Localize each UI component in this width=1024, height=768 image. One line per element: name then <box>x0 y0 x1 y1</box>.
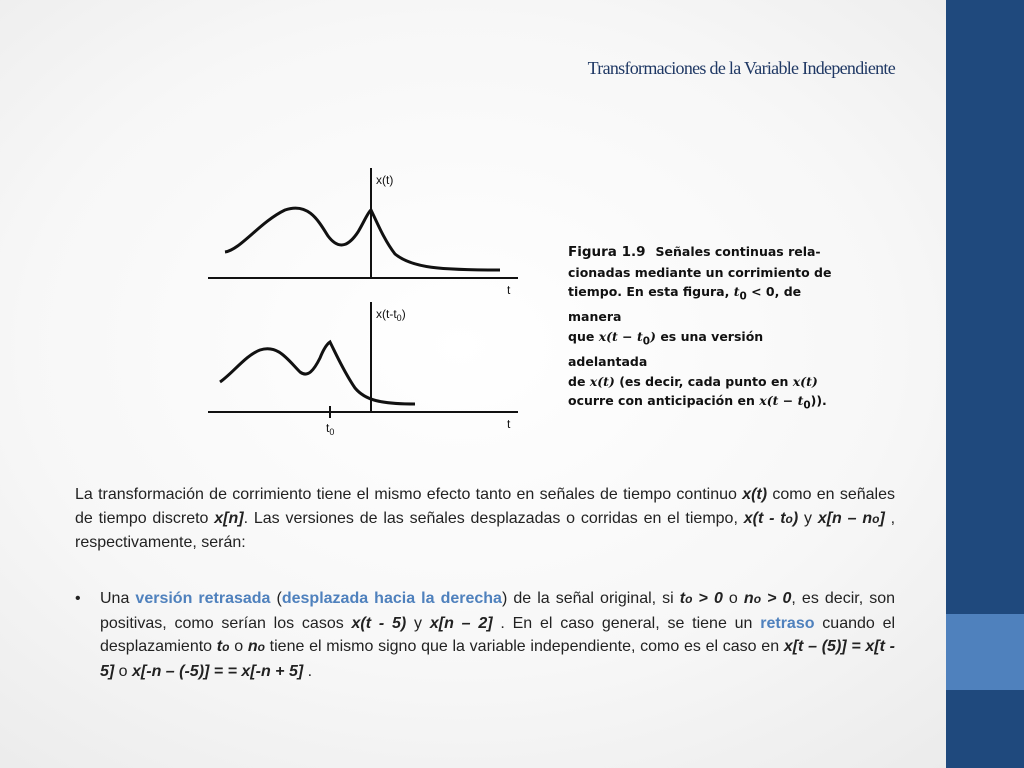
caption-text: − <box>778 393 798 409</box>
caption-line-3 <box>568 282 838 327</box>
sidebar-accent-block <box>946 614 1024 690</box>
highlight-retrasada: versión retrasada <box>135 590 271 607</box>
bottom-axis-t-label: t <box>507 417 511 431</box>
caption-line-5 <box>568 372 838 392</box>
bullet-text-span: o <box>229 638 248 655</box>
caption-text: tiempo. En esta figura, <box>568 284 734 300</box>
sidebar-decoration <box>946 0 1024 768</box>
para-text: como en señales de tiempo discreto <box>75 486 896 527</box>
caption-text: < 0, de manera <box>568 284 802 325</box>
bullet-text-span: cuando el desplazamiento <box>100 614 896 655</box>
bullet-marker: • <box>75 590 81 607</box>
caption-text: es una versión adelantada <box>568 328 764 369</box>
bullet-math: t <box>216 638 223 655</box>
bottom-signal-curve <box>220 342 415 404</box>
para-text: . Las versiones de las señales desplazadas o corridas en el tiempo, <box>243 509 744 527</box>
top-signal-label: x(t) <box>376 173 394 187</box>
caption-line-1: Señales continuas rela- <box>655 244 821 259</box>
caption-text: que <box>568 328 599 344</box>
highlight-derecha: desplazada hacia la derecha <box>281 590 502 607</box>
bullet-math: > 0 <box>692 590 723 607</box>
caption-line-2: cionadas mediante un corrimiento de <box>568 264 832 280</box>
bullet-sub: o <box>753 592 762 606</box>
slide-title: Transformaciones de la Variable Independiente <box>587 58 895 78</box>
bullet-text-span: . En el caso general, se tiene un <box>492 614 761 632</box>
para-math: x(t - t <box>743 509 786 527</box>
para-math: x[n] <box>214 509 244 527</box>
body-paragraph <box>75 483 895 555</box>
para-math: x[n – n <box>817 509 873 527</box>
figure-caption <box>568 242 838 416</box>
bullet-math: x[n – 2] <box>429 614 493 632</box>
plot-x-t <box>208 168 518 297</box>
caption-label: Figura 1.9 <box>568 244 646 260</box>
bullet-text-span: , es decir, son positivas, como serían los casos <box>100 590 896 632</box>
t0-label: $t_0$ <box>326 421 335 437</box>
caption-text: ocurre con anticipación en <box>568 393 760 409</box>
top-signal-curve <box>225 208 500 270</box>
bullet-text-span: Una <box>100 590 136 607</box>
para-math: ) <box>792 509 799 527</box>
bullet-item <box>75 587 895 683</box>
bullet-text-span: y <box>406 614 430 632</box>
highlight-retraso: retraso <box>760 614 815 632</box>
para-sub: o <box>872 511 880 526</box>
caption-math: x(t <box>598 328 618 344</box>
caption-math: t <box>637 328 643 344</box>
caption-math: x(t) <box>792 373 818 389</box>
caption-math: t <box>797 393 804 409</box>
caption-math: ) <box>650 328 656 344</box>
caption-math: x(t <box>759 393 779 409</box>
bullet-math: t <box>679 590 686 607</box>
top-axis-t-label: t <box>507 283 511 297</box>
bullet-sub: o <box>257 640 265 654</box>
caption-sub: 0 <box>803 399 811 412</box>
caption-sub: 0 <box>739 290 747 303</box>
bullet-math: x[-n – (-5)] = = x[-n + 5] <box>132 662 304 680</box>
caption-text: − <box>617 328 638 344</box>
bullet-text-span: o <box>722 590 744 607</box>
bullet-sub: o <box>222 640 230 654</box>
bullet-text-span: ( <box>270 590 282 607</box>
para-text: , respectivamente, serán: <box>75 509 896 551</box>
para-text: La transformación de corrimiento tiene el mismo efecto tanto en señales de tiempo continuo <box>75 486 743 503</box>
caption-line-6 <box>568 391 838 416</box>
plot-x-t-shifted <box>208 302 518 437</box>
bullet-text-span: tiene el mismo signo que la variable independiente, como es el caso en <box>264 638 784 655</box>
para-math: x(t) <box>742 486 768 503</box>
signal-figure <box>200 160 530 438</box>
bullet-math: n <box>743 590 754 607</box>
para-text: y <box>798 509 818 527</box>
bullet-math: > 0 <box>761 590 792 607</box>
bullet-math: x[t – (5)] = x[t - 5] <box>100 638 896 680</box>
caption-sub: 0 <box>642 335 651 348</box>
caption-math: t <box>733 284 740 300</box>
caption-text: de <box>568 373 590 389</box>
bullet-text-span: o <box>114 662 133 680</box>
bottom-signal-label: $x(t-t_0)$ <box>376 307 406 323</box>
para-sub: o <box>785 511 793 526</box>
bullet-text-span: . <box>303 662 313 680</box>
caption-line-4 <box>568 327 838 372</box>
bullet-math: n <box>247 638 258 655</box>
bullet-sub: o <box>685 592 693 606</box>
caption-math: x(t) <box>589 373 615 389</box>
para-math: ] <box>879 509 885 527</box>
caption-text: )). <box>810 393 827 409</box>
bullet-text-span: ) de la señal original, si <box>501 590 680 607</box>
bullet-text <box>100 587 895 683</box>
caption-text: (es decir, cada punto en <box>614 373 793 389</box>
bullet-math: x(t - 5) <box>351 614 407 632</box>
